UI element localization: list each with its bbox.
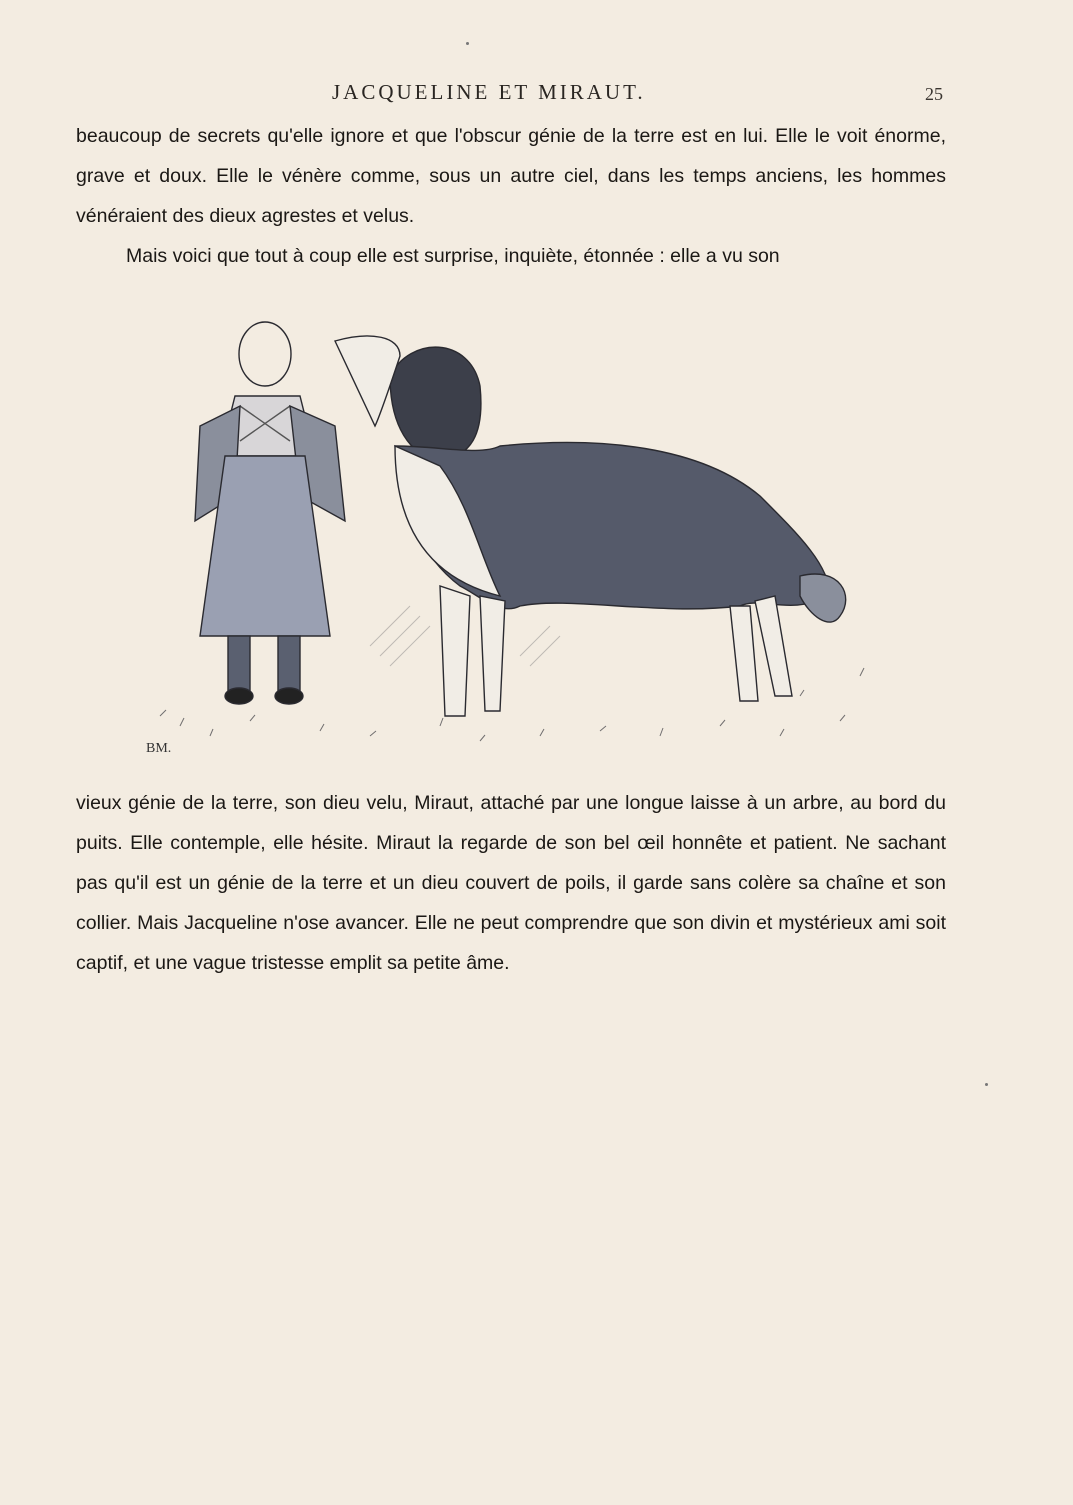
paragraph-1: beaucoup de secrets qu'elle ignore et que l'obscur génie de la terre est en lui. Elle le voit énorme, grave et doux. Elle le vénère comme, sous un autre ciel, dans les temps anciens, les hommes vénéraient des dieux agrestes et velus. bbox=[76, 125, 946, 227]
paragraph-3: vieux génie de la terre, son dieu velu, Miraut, attaché par une longue laisse à un arbre, au bord du puits. Elle contemple, elle hésite. Miraut la regarde de son bel œil honnête et patient. Ne sachant pas qu'il est un génie de la terre et un dieu couvert de poils, il garde sans colère sa chaîne et son collier. Mais Jacqueline n'ose avancer. Elle ne peut comprendre que son divin et mystérieux ami soit captif, et une vague tristesse emplit sa petite âme. bbox=[76, 792, 946, 974]
illustration-girl-and-dog bbox=[140, 296, 880, 766]
page-number: 25 bbox=[925, 84, 943, 104]
running-head bbox=[0, 80, 1073, 110]
paragraph-2: Mais voici que tout à coup elle est surprise, inquiète, étonnée : elle a vu son bbox=[126, 245, 780, 267]
print-speck bbox=[985, 1083, 988, 1086]
illustrator-signature: BM. bbox=[146, 741, 172, 756]
running-title: JACQUELINE ET MIRAUT. bbox=[332, 80, 646, 104]
illustration-drawing bbox=[140, 296, 880, 766]
print-speck bbox=[466, 42, 469, 45]
